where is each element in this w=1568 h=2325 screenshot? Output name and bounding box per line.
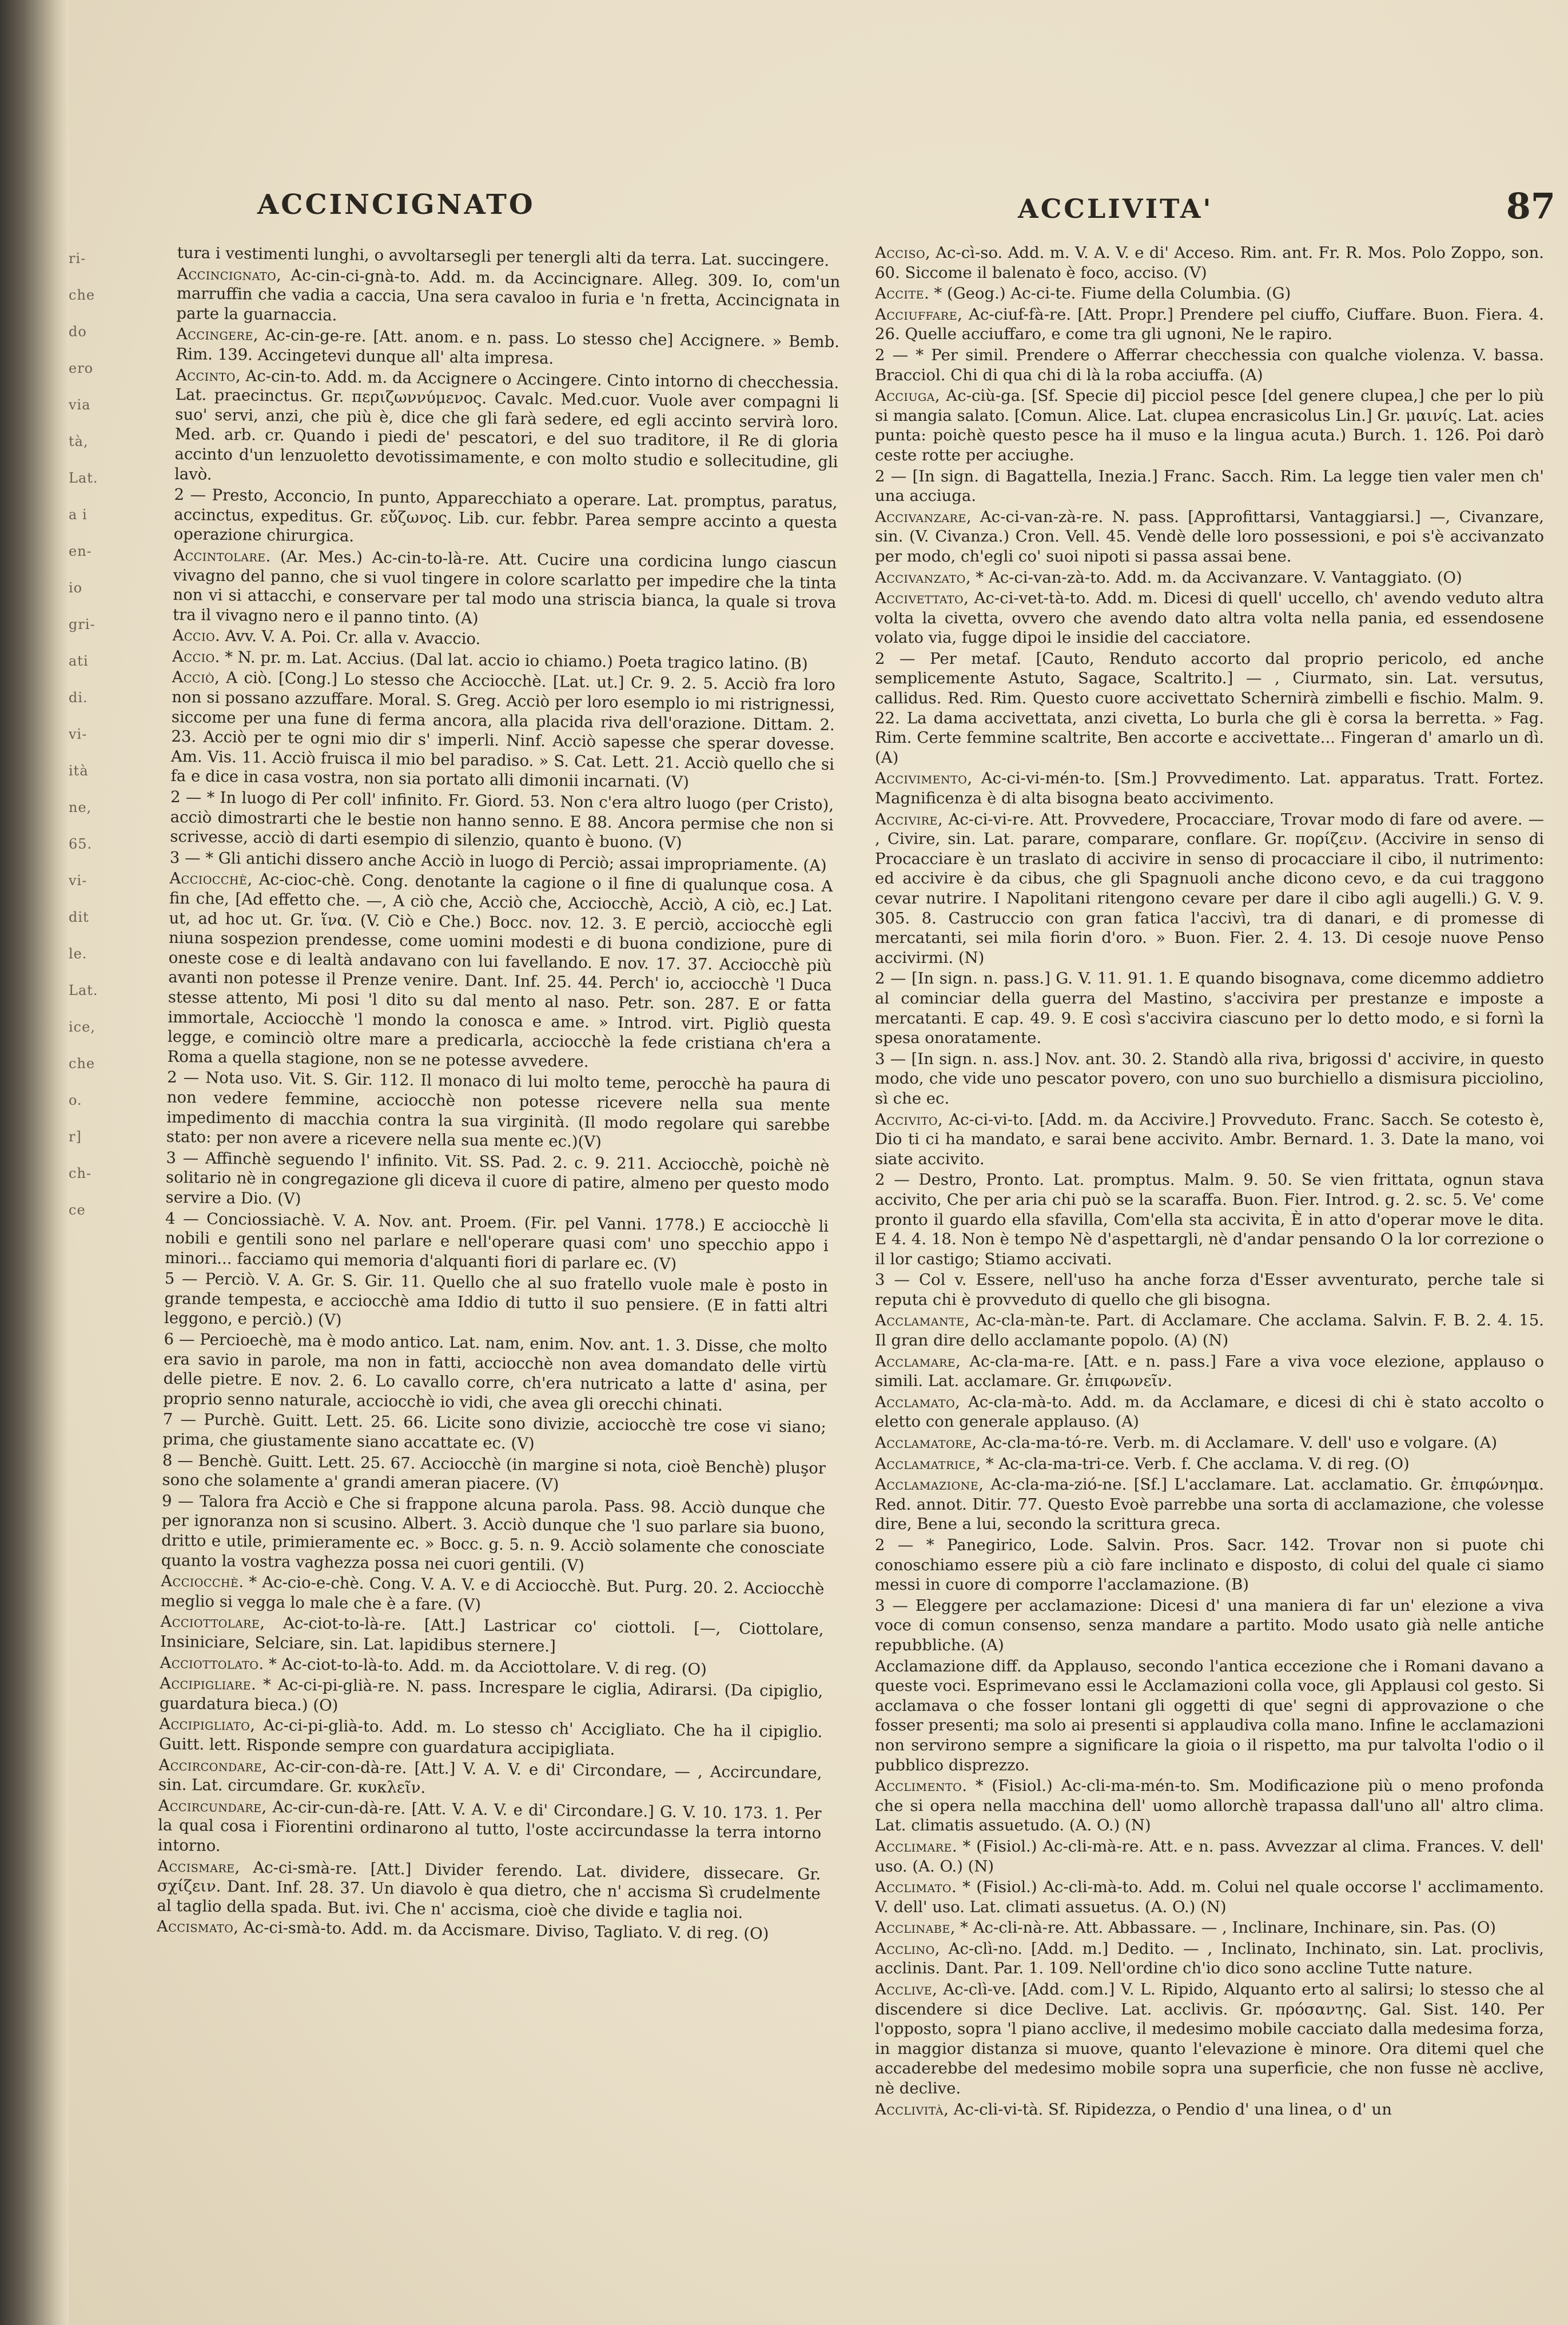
dictionary-entry (163, 1329, 827, 1417)
entry-definition: , * Ac-ci-van-zà-to. Add. m. da Accivanzare. V. Vantaggiato. (O) (965, 568, 1462, 587)
entry-definition: , Ac-cla-màn-te. Part. di Acclamare. Che acclama. Salvin. F. B. 2. 4. 15. Il gran dire dello acclamante popolo. (A) (N) (875, 1311, 1544, 1350)
entry-definition: 2 — * In luogo di Per coll' infinito. Fr. Giord. 53. Non c'era altro luogo (per Cristo), acciò dimostrarti che le bestie non hanno senno. E 88. Ancora permise che non si scrivesse, acciò di darti esempio di silenzio, quanto è buono. (V) (170, 787, 834, 853)
entry-headword: Acclimato (875, 1878, 952, 1897)
entry-definition: 8 — Benchè. Guitt. Lett. 25. 67. Acciocchè (in margine si nota, cioè Benchè) pluşor sono che solamente a' grandi ameran piacere. (V) (162, 1451, 826, 1494)
entry-definition: . * Ac-ciot-to-là-to. Add. m. da Acciottolare. V. di reg. (O) (258, 1654, 707, 1679)
entry-headword: Accivito (875, 1110, 938, 1129)
dictionary-entry (875, 649, 1544, 768)
entry-headword: Acciso (875, 244, 926, 262)
entry-definition: , Ac-ci-van-zà-re. N. pass. [Approfittarsi, Vantaggiarsi.] —, Civanzare, sin. (V. Civanza.) Cron. Vell. 45. Vendè delle loro possessioni, e poi s'è accivanzato per modo, ch'egli co' suoi nipoti si passa assai bene. (875, 507, 1544, 566)
entry-definition: , Ac-cir-cun-dà-re. [Att. V. A. V. e di' Circondare.] G. V. 10. 173. 1. Per la qual cosa i Fiorentini ordinarono al tutto, l'oste accircundasse la terra intorno intorno. (157, 1797, 822, 1856)
entry-definition: . * Ac-ci-pi-glià-re. N. pass. Increspare le ciglia, Adirarsi. (Da cipiglio, guardatura bieca.) (O) (159, 1675, 823, 1715)
page-number: 87 (1506, 185, 1555, 227)
entry-definition: 2 — Per metaf. [Cauto, Renduto accorto dal proprio pericolo, ed anche semplicemente Astuto, Sagace, Scaltrito.] — , Ciurmato, sin. Lat. versutus, callidus. Red. Rim. Questo cuore accivettato Schernirà zimbelli e fischio. Malm. 9. 22. La dama accivettata, anzi civetta, Lo burla che gli è corsa la berretta. » Fag. Rim. Certe femmine scaltrite, Ben accorte e accivettate... Fingeran d' amarlo un dì. (A) (875, 649, 1544, 767)
edge-fragment: do (69, 324, 87, 340)
dictionary-entry (166, 1068, 831, 1155)
dictionary-entry (875, 305, 1544, 344)
edge-fragment: ri- (69, 250, 86, 266)
entry-definition: , Ac-cin-ci-gnà-to. Add. m. da Accincignare. Alleg. 309. Io, com'un marruffin che vadia a caccia, Una sera cavaloo in furia e 'n fretta, Accincignata in parte la guarnaccia. (176, 265, 841, 325)
entry-headword: Acciottolare (160, 1613, 260, 1633)
entry-definition: . * (Fisiol.) Ac-cli-mà-re. Att. e n. pass. Avvezzar al clima. Frances. V. dell' uso. (A. O.) (N) (875, 1837, 1544, 1876)
edge-fragment: ice, (69, 1019, 95, 1035)
entry-definition: , Ac-ciuf-fà-re. [Att. Propr.] Prendere pel ciuffo, Ciuffare. Buon. Fiera. 4. 26. Quelle acciuffaro, e come tra gli ugnoni, Ne le rapiro. (875, 305, 1544, 344)
entry-definition: Acclamazione diff. da Applauso, secondo l'antica eccezione che i Romani davano a queste voci. Esprimevano essi le Acclamazioni colla voce, gli Applausi col gesto. Si acclamava o che fosser lontani gli oggetti di que' segni di approvazione o che fosser presenti; ma solo ai presenti si applaudiva colla mano. Infine le acclamazioni non servirono sempre a significare la gioia o il rispetto, ma pur talvolta l'odio o il pubblico disprezzo. (875, 1657, 1544, 1774)
dictionary-entry (158, 1796, 822, 1864)
entry-headword: Acclinabe (875, 1918, 950, 1937)
entry-headword: Accio (172, 647, 215, 666)
entry-definition: , Ac-cin-to. Add. m. da Accignere o Accingere. Cinto intorno di checchessia. Lat. praecinctus. Gr. περιζωννύμενος. Cavalc. Med.cuor. Vuole aver compagni li suo' servi, anzi, che più è, dice che gli farà sedere, ed egli accinto servirà loro. Med. arb. cr. Quando i piedi de' pescatori, e del suo traditore, il Re di gloria accinto d'un lenzuoletto devotissimamente, e con molto studio e sollecitudine, gli lavò. (174, 366, 839, 484)
book-binding-edge (0, 0, 69, 2325)
dictionary-entry (164, 1269, 828, 1336)
dictionary-entry (875, 1475, 1544, 1534)
entry-headword: Acclamatrice (875, 1454, 976, 1473)
edge-fragment: di. (69, 690, 88, 706)
entry-headword: Accite (875, 284, 924, 303)
entry-definition: , Ac-cla-mà-to. Add. m. da Acclamare, e dicesi di chi è stato accolto o eletto con generale applauso. (A) (875, 1392, 1544, 1431)
entry-definition: , Ac-ci-smà-re. [Att.] Divider ferendo. Lat. dividere, dissecare. Gr. σχίζειν. Dant. Inf. 28. 37. Un diavolo è qua dietro, che n' accisma Sì crudelmente al taglio della spada. But. ivi. Che n' accisma, cioè che divide e taglia noi. (157, 1857, 821, 1922)
dictionary-entry (875, 1980, 1544, 2099)
entry-headword: Acciuffare (875, 305, 958, 324)
entry-headword: Accircundare (158, 1796, 262, 1816)
entry-headword: Acclive (875, 1980, 933, 1999)
entry-headword: Acciò (172, 668, 215, 687)
dictionary-entry (173, 546, 837, 633)
dictionary-entry (162, 1410, 826, 1457)
entry-definition: , Ac-clì-no. [Add. m.] Dedito. — , Inclinato, Inchinato, sin. Lat. proclivis, acclinis. Dant. Par. 1. 109. Nell'ordine ch'io dico sono accline Tutte nature. (875, 1939, 1544, 1978)
edge-fragment: tà, (69, 433, 89, 449)
entry-definition: , A ciò. [Cong.] Lo stesso che Acciocchè. [Lat. ut.] Cr. 9. 2. 5. Acciò fra loro non si possano azzuffare. Moral. S. Greg. Acciò per loro esemplo io mi ristrignessi, siccome per una fune di ferma ancora, alla placida riva dell'orazione. Dittam. 2. 23. Acciò per te ogni mio dir s' imperli. Ninf. Acciò sapesse che sperar dovesse. Am. Vis. 11. Acciò fruisca il mio bel paradiso. » S. Cat. Lett. 21. Acciò quello che si fa e dice in casa vostra, non sia portato alli dimonii incarnati. (V) (170, 668, 835, 792)
entry-headword: Accingere (176, 325, 254, 345)
entry-definition: 2 — Presto, Acconcio, In punto, Apparecchiato a operare. Lat. promptus, paratus, accinctus, expeditus. Gr. εὔζωνος. Lib. cur. febbr. Parea sempre accinto a questa operazione chirurgica. (173, 485, 838, 546)
entry-definition: 7 — Purchè. Guitt. Lett. 25. 66. Licite sono divizie, acciocchè tre cose vi siano; prima, che giustamente siano accattate ec. (V) (162, 1410, 826, 1453)
dictionary-entry (875, 969, 1544, 1048)
dictionary-entry (875, 1596, 1544, 1655)
entry-definition: , Ac-cin-ge-re. [Att. anom. e n. pass. Lo stesso che] Accignere. » Bemb. Rim. 139. Accingetevi dunque all' alta impresa. (176, 326, 840, 368)
dictionary-entry (158, 1755, 822, 1802)
entry-headword: Accivire (875, 810, 938, 829)
edge-fragment: le. (69, 946, 87, 962)
right-column (875, 243, 1544, 2296)
dictionary-entry (875, 588, 1544, 648)
edge-fragment: Lat. (69, 982, 98, 998)
dictionary-entry (875, 1170, 1544, 1269)
dictionary-entry (875, 1657, 1544, 1775)
dictionary-entry (875, 1392, 1544, 1432)
entry-definition: , Ac-cioc-chè. Cong. denotante la cagione o il fine di qualunque cosa. A fin che, [Ad effetto che. —, A ciò che, Acciò che, Acciocchè, Acciò, A ciò, ec.] Lat. ut, ad hoc ut. Gr. ἵνα. (V. Ciò e Che.) Bocc. nov. 12. 3. E perciò, acciocchè egli niuna sospezion prendesse, come uomini modesti e di buona condizione, pure di oneste cose e di lealtà andavano con lui favellando. E nov. 17. 37. Acciocchè più avanti non potesse il Prenze venire. Dant. Inf. 25. 44. Perch' io, acciocchè 'l Duca stesse attento, Mi posi 'l dito su dal mento al naso. Petr. son. 287. E or fatta immortale, Acciocchè 'l mondo la conosca e ame. » Introd. virt. Pigliò questa legge, e cominciò oltre mare a predicarla, acciocchè la fede cristiana ch'era a Roma a quella stagione, non se ne potesse avvedere. (167, 870, 833, 1071)
entry-definition: , Ac-ci-vi-to. [Add. m. da Accivire.] Provveduto. Franc. Sacch. Se cotesto è, Dio ti ci ha mandato, e sarai bene accivito. Ambr. Bernard. 1. 3. Date la mano, voi siate accivito. (875, 1110, 1544, 1168)
entry-definition: , * Ac-cla-ma-tri-ce. Verb. f. Che acclama. V. di reg. (O) (976, 1454, 1410, 1473)
entry-headword: Accio (172, 626, 216, 646)
dictionary-entry (875, 467, 1544, 506)
dictionary-entry (875, 284, 1544, 304)
entry-definition: . (Ar. Mes.) Ac-cin-to-là-re. Att. Cucire una cordicina lungo ciascun vivagno del panno, che si vuol tingere in colore scarlatto per impedire che la tinta non vi si attacchi, e conservare per tal modo una striscia bianca, la quale si trova tra il vivagno nero e il panno tinto. (A) (172, 547, 837, 628)
entry-headword: Accismare (157, 1857, 235, 1876)
dictionary-entry (161, 1491, 826, 1579)
dictionary-entry (875, 507, 1544, 567)
entry-headword: Accismato (156, 1917, 234, 1937)
entry-definition: 2 — [In sign. n. pass.] G. V. 11. 91. 1. E quando bisognava, come dicemmo addietro al cominciar della guerra del Mastino, s'accivira per prestanze e imposte a mercatanti. E cap. 49. 9. E così s'accivira ciascuno per lo detto modo, e si fornì la spesa onoratamente. (875, 969, 1544, 1048)
entry-headword: Acclino (875, 1939, 935, 1958)
entry-definition: , Ac-cì-so. Add. m. V. A. V. e di' Acceso. Rim. ant. Fr. R. Mos. Polo Zoppo, son. 60. Siccome il balenato è foco, acciso. (V) (875, 244, 1544, 282)
dictionary-entry (165, 1208, 829, 1276)
edge-fragment: Lat. (69, 470, 98, 486)
entry-definition: , * Ac-cli-nà-re. Att. Abbassare. — , Inclinare, Inchinare, sin. Pas. (O) (950, 1918, 1496, 1937)
dictionary-entry (167, 869, 833, 1074)
edge-fragment: 65. (69, 836, 93, 852)
dictionary-entry (875, 345, 1544, 385)
edge-fragment: ati (69, 653, 89, 669)
entry-headword: Acclimare (875, 1837, 952, 1856)
entry-definition: 2 — Nota uso. Vit. S. Gir. 112. Il monaco di lui molto teme, perocchè ha paura di non vedere femmine, acciocchè non potesse ricevere nella sua mente impedimento di macchia contra la sua virginità. (Il modo regolare qui sarebbe stato: per non avere a ricevere nella sua mente ec.)(V) (166, 1068, 831, 1152)
entry-definition: 3 — Eleggere per acclamazione: Dicesi d' una maniera di far un' elezione a viva voce di comun consenso, senza mandare a partito. Modo usato già nelle antiche repubbliche. (A) (875, 1596, 1544, 1654)
entry-headword: Acclamatore (875, 1434, 972, 1452)
entry-headword: Accivimento (875, 769, 968, 788)
entry-definition: 4 — Conciossiachè. V. A. Nov. ant. Proem. (Fir. pel Vanni. 1778.) E acciocchè li nobili e gentili sono nel parlare e nell'operare quasi com' uno specchio appo i minori... facciamo qui memoria d'alquanti fiori di parlare ec. (V) (165, 1209, 829, 1273)
entry-definition: 2 — * Per simil. Prendere o Afferrar checchessia con qualche violenza. V. bassa. Bracciol. Chi di qua chi di là la roba acciuffa. (A) (875, 345, 1544, 384)
dictionary-entry (176, 324, 839, 372)
entry-definition: . * Ac-cio-e-chè. Cong. V. A. V. e di Acciocchè. But. Purg. 20. 2. Acciocchè meglio si vegga lo male che è a fare. (V) (160, 1572, 825, 1614)
entry-headword: Accincignato (177, 264, 277, 284)
entry-headword: Acclamato (875, 1392, 956, 1411)
entry-headword: Acciocchè (161, 1572, 239, 1591)
entry-headword: Acclimento (875, 1777, 962, 1795)
entry-definition: tura i vestimenti lunghi, o avvoltarsegli per tenergli alti da terra. Lat. succingere. (177, 243, 830, 270)
entry-definition: , Ac-ciù-ga. [Sf. Specie di] picciol pesce [del genere clupea,] che per lo più si mangia salato. [Comun. Alice. Lat. clupea encrasicolus Lin.] Gr. μαινίς. Lat. acies punta: poichè questo pesce ha il muso e la lingua acuta.) Burch. 1. 126. Poi darò ceste rotte per acciughe. (875, 387, 1544, 464)
entry-headword: Accivanzato (875, 568, 966, 587)
dictionary-entry (875, 386, 1544, 465)
edge-fragment: io (69, 580, 83, 596)
entry-headword: Accintolare (173, 546, 266, 566)
dictionary-entry (875, 1270, 1544, 1309)
entry-headword: Acciocchè (169, 869, 248, 889)
entry-definition: . * N. pr. m. Lat. Accius. (Dal lat. accio io chiamo.) Poeta tragico latino. (B) (214, 647, 808, 674)
dictionary-entry (875, 1535, 1544, 1595)
edge-fragment: gri- (69, 616, 95, 632)
dictionary-entry (875, 1918, 1544, 1938)
dictionary-entry (159, 1714, 823, 1762)
left-column (152, 243, 841, 2304)
entry-definition: , Ac-cli-vi-tà. Sf. Ripidezza, o Pendio d' una linea, o d' un (944, 2100, 1392, 2119)
entry-headword: Accipigliato (159, 1715, 250, 1735)
dictionary-entry (157, 1856, 821, 1924)
entry-definition: . * (Geog.) Ac-ci-te. Fiume della Columbia. (G) (924, 284, 1291, 303)
dictionary-entry (875, 1352, 1544, 1391)
entry-definition: 5 — Perciò. V. A. Gr. S. Gir. 11. Quello che al suo fratello vuole male è posto in grande tempesta, e acciocchè ama Iddio di tutto il suo pensiere. (E in fatti altri leggono, e perciò.) (V) (164, 1269, 828, 1330)
entry-headword: Accivettato (875, 589, 964, 608)
entry-definition: 6 — Percioechè, ma è modo antico. Lat. nam, enim. Nov. ant. 1. 3. Disse, che molto era savio in parole, ma non in fatti, acciocchè non avea domandato delle virtù delle pietre. E nov. 2. 6. Lo cavallo corre, ch'era nutricato a latte d' asina, per proprio senno naturale, acciocchè io vidi, che avea gli orecchi chinati. (163, 1329, 827, 1415)
dictionary-entry (875, 769, 1544, 808)
entry-headword: Accircondare (158, 1755, 262, 1775)
entry-headword: Accipigliare (160, 1674, 252, 1694)
edge-fragment: ce (69, 1202, 86, 1218)
edge-fragment: che (69, 287, 95, 303)
entry-definition: , Ac-ci-smà-to. Add. m. da Accismare. Diviso, Tagliato. V. di reg. (O) (233, 1918, 769, 1944)
dictionary-entry (875, 1110, 1544, 1169)
entry-headword: Accivanzare (875, 507, 966, 526)
edge-fragment: vi- (69, 873, 87, 889)
entry-definition: 2 — [In sign. di Bagattella, Inezia.] Franc. Sacch. Rim. La legge tien valer men ch' una acciuga. (875, 467, 1544, 505)
dictionary-entry (170, 787, 834, 855)
entry-definition: , Ac-clì-ve. [Add. com.] V. L. Ripido, Alquanto erto al salirsi; lo stesso che al discendere si dice Declive. Lat. acclivis. Gr. πρόσαντης. Gal. Sist. 140. Per l'opposto, sopra 'l piano acclive, il medesimo mobile cacciato dalla medesima forza, in maggior distanza si muove, quanto l'elevazione è minore. Ora ditemi quel che accaderebbe del medesimo mobile sopra una superficie, che non fusse nè acclive, nè declive. (875, 1980, 1544, 2098)
entry-definition: 3 — * Gli antichi dissero anche Acciò in luogo di Perciò; assai impropriamente. (A) (169, 848, 827, 875)
entry-definition: 3 — [In sign. n. ass.] Nov. ant. 30. 2. Standò alla riva, brigossi d' accivire, in questo modo, che vide uno pescator povero, con uno suo burchiello a dismisura picciolino, sì che ec. (875, 1049, 1544, 1108)
entry-definition: , Ac-ci-vi-mén-to. [Sm.] Provvedimento. Lat. apparatus. Tratt. Fortez. Magnificenza è di alta bisogna beato accivimento. (875, 769, 1544, 808)
dictionary-entry (875, 1433, 1544, 1453)
entry-definition: , Ac-cla-ma-re. [Att. e n. pass.] Fare a viva voce elezione, applauso o simili. Lat. acclamare. Gr. ἐπιφωνεῖν. (875, 1352, 1544, 1391)
entry-definition: 3 — Affinchè seguendo l' infinito. Vit. SS. Pad. 2. c. 9. 211. Acciocchè, poichè nè solitario nè in congregazione gli diceva il cuore di patire, almeno per questo modo servire a Dio. (V) (165, 1148, 830, 1208)
entry-headword: Accinto (175, 365, 236, 385)
entry-definition: 9 — Talora fra Acciò e Che si frappone alcuna parola. Pass. 98. Acciò dunque che per ignoranza non si scusino. Albert. 3. Acciò dunque che 'l suo parlare sia buono, dritto e utile, primieramente ec. » Bocc. g. 5. n. 9. Acciò solamente che conosciate quanto la vostra vaghezza possa nei cuori gentili. (V) (161, 1491, 826, 1575)
dictionary-entry (875, 1877, 1544, 1917)
edge-fragment: ità (69, 763, 89, 779)
entry-definition: , Ac-cla-ma-tó-re. Verb. m. di Acclamare. V. dell' uso e volgare. (A) (972, 1434, 1498, 1452)
dictionary-entry (875, 2100, 1544, 2120)
dictionary-entry (875, 1776, 1544, 1836)
edge-fragment: ch- (69, 1165, 92, 1181)
dictionary-entry (875, 1837, 1544, 1876)
entry-definition: 2 — Destro, Pronto. Lat. promptus. Malm. 9. 50. Se vien frittata, ognun stava accivito, Che per aria chi può se la scaraffa. Buon. Fier. Introd. g. 2. sc. 5. Ve' come pronto il guardo ella sfavilla, Com'ella sta accivita, È in atto d'operar move le dita. E 4. 4. 18. Non è tempo Nè d'aspettargli, nè d'andar pensando O la lor correzione o il lor castigo; Stiamo accivati. (875, 1171, 1544, 1268)
entry-definition: , Ac-ci-vet-tà-to. Add. m. Dicesi di quell' uccello, ch' avendo veduto altra volta la civetta, ovvero che avendo dato altra volta nella pania, ed essendosene volato via, fugge dipoi le insidie del cacciatore. (875, 589, 1544, 647)
entry-headword: Acclamazione (875, 1475, 979, 1494)
entry-definition: 2 — * Panegirico, Lode. Salvin. Pros. Sacr. 142. Trovar non si puote chi conoschiamo essere più a ciò fare inclinato e disposto, di colui del quale ci siamo messi in cuore di comporre l'acclamazione. (B) (875, 1536, 1544, 1594)
dictionary-entry (160, 1674, 823, 1721)
edge-fragment: en- (69, 543, 92, 559)
edge-fragment: che (69, 1056, 95, 1072)
dictionary-entry (174, 365, 839, 492)
header-last-headword: ACCLIVITA' (1018, 193, 1213, 224)
dictionary-entry (162, 1450, 826, 1498)
edge-fragment: via (69, 397, 91, 413)
dictionary-entry (875, 568, 1544, 588)
entry-definition: . * (Fisiol.) Ac-cli-mà-to. Add. m. Colui nel quale occorse l' acclimamento. V. dell' uso. Lat. climati assuetus. (A. O.) (N) (875, 1878, 1544, 1916)
entry-definition: , Ac-ci-pi-glià-to. Add. m. Lo stesso ch' Accigliato. Che ha il cipiglio. Guitt. lett. Risponde sempre con guardatura accipigliata. (158, 1716, 823, 1759)
entry-definition: , Ac-ci-vi-re. Att. Provvedere, Procacciare, Trovar modo di fare od avere. — , Civire, sin. Lat. parare, comparare, conflare. Gr. πορίζειν. (Accivire in senso di Procacciare è un traslato di accivire in senso di procacciare il cibo, il nutrimento: ed accivire è da cibus, che gli Spagnuoli anche dicono cevo, e da cui traggono cevar nutrire. I Napolitani ritengono cevare per dare il cibo agli augelli.) G. V. 9. 305. 8. Castruccio con gran fatica l'accivì, tra di danari, e di promesse di mercatanti, sei mila fiorin d'oro. » Buon. Fier. 2. 4. 13. Di cesoje nuove Penso accivirmi. (N) (875, 810, 1544, 967)
entry-definition: . Avv. V. A. Poi. Cr. alla v. Avaccio. (214, 627, 481, 648)
dictionary-entry (174, 485, 838, 552)
dictionary-entry (176, 264, 840, 332)
dictionary-entry (875, 1311, 1544, 1350)
entry-definition: , Ac-cla-ma-zió-ne. [Sf.] L'acclamare. Lat. acclamatio. Gr. ἐπιφώνημα. Red. annot. Ditir. 77. Questo Evoè parrebbe una sorta di acclamazione, che volesse dire, Bene a lui, secondo la scrittura greca. (875, 1475, 1544, 1534)
entry-definition: , Ac-ciot-to-là-re. [Att.] Lastricar co' ciottoli. [—, Ciottolare, Insiniciare, Selciare, sin. Lat. lapidibus sternere.] (160, 1614, 824, 1656)
edge-fragment: vi- (69, 726, 87, 742)
dictionary-entry (170, 667, 835, 794)
entry-headword: Acciuga (875, 387, 935, 405)
dictionary-entry (875, 810, 1544, 968)
previous-page-edge-fragments (69, 240, 103, 1956)
entry-definition: , Ac-cir-con-dà-re. [Att.] V. A. V. e di' Circondare, — , Accircundare, sin. Lat. circumdare. Gr. κυκλεῖν. (158, 1757, 822, 1797)
dictionary-entry (165, 1148, 829, 1216)
edge-fragment: r] (69, 1129, 82, 1145)
dictionary-entry (160, 1612, 824, 1659)
edge-fragment: ne, (69, 799, 92, 815)
entry-definition: . * (Fisiol.) Ac-cli-ma-mén-to. Sm. Modificazione più o meno profonda che si opera nella macchina dell' uomo allorchè trapassa dall'uno all' altro clima. Lat. climatis assuetudo. (A. O.) (N) (875, 1777, 1544, 1835)
edge-fragment: a i (69, 507, 87, 523)
dictionary-entry (875, 243, 1544, 282)
edge-fragment: dit (69, 909, 89, 925)
entry-headword: Acclamante (875, 1311, 965, 1330)
dictionary-entry (875, 1939, 1544, 1978)
header-first-headword: ACCINCIGNATO (257, 189, 535, 221)
entry-definition: 3 — Col v. Essere, nell'uso ha anche forza d'Esser avventurato, perche tale si reputa chi è provveduto di quello che gli bisogna. (875, 1271, 1544, 1309)
edge-fragment: ero (69, 360, 94, 376)
entry-headword: Acclamare (875, 1352, 956, 1371)
dictionary-entry (875, 1049, 1544, 1109)
dictionary-entry (161, 1571, 825, 1619)
edge-fragment: o. (69, 1092, 82, 1108)
page-header (177, 185, 1561, 240)
entry-headword: Acciottolato (160, 1653, 259, 1673)
entry-headword: Acclività (875, 2100, 944, 2119)
dictionary-entry (875, 1454, 1544, 1474)
